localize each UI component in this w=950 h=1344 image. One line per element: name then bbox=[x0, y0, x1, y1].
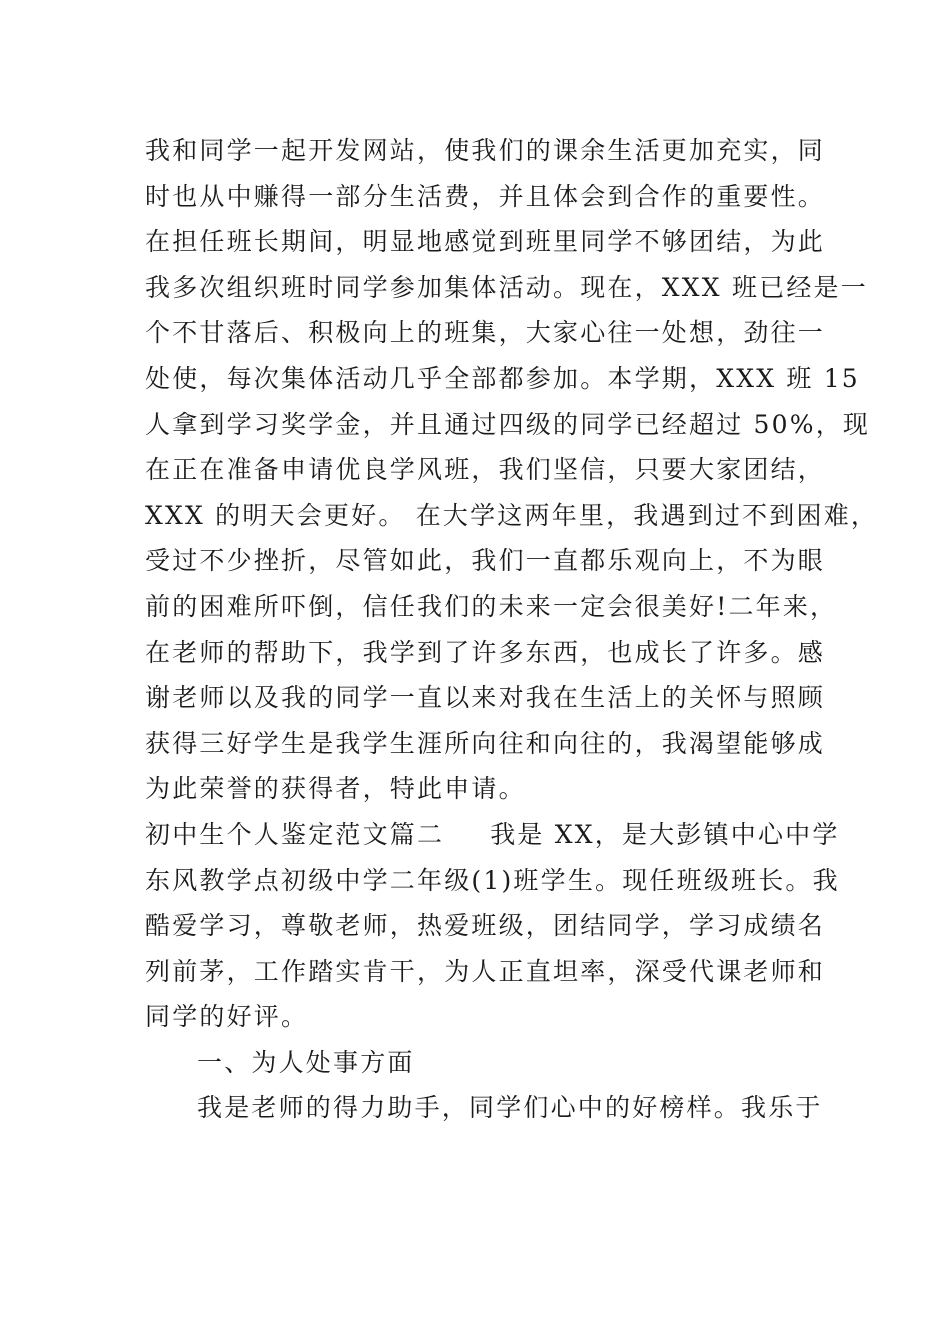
text-line: 谢老师以及我的同学一直以来对我在生活上的关怀与照顾 bbox=[145, 683, 826, 713]
paragraph-start-line: 我是老师的得力助手，同学们心中的好榜样。我乐于 bbox=[197, 1093, 823, 1123]
text-line: 同学的好评。 bbox=[145, 1002, 309, 1032]
text-line: 受过不少挫折，尽管如此，我们一直都乐观向上，不为眼 bbox=[145, 546, 826, 576]
text-line: 前的困难所吓倒，信任我们的未来一定会很美好!二年来， bbox=[145, 591, 838, 621]
text-line: 在正在准备申请优良学风班，我们坚信，只要大家团结， bbox=[145, 455, 826, 485]
text-line: 处使，每次集体活动几乎全部都参加。本学期，XXX 班 15 bbox=[145, 363, 860, 393]
text-line: 列前茅，工作踏实肯干，为人正直坦率，深受代课老师和 bbox=[145, 956, 826, 986]
section-first-text: 我是 XX，是大彭镇中心中学 bbox=[490, 819, 840, 849]
text-line: XXX 的明天会更好。 在大学这两年里，我遇到过不到困难， bbox=[145, 500, 879, 530]
text-line: 人拿到学习奖学金，并且通过四级的同学已经超过 50%，现 bbox=[145, 409, 871, 439]
text-line: 获得三好学生是我学生涯所向往和向往的，我渴望能够成 bbox=[145, 728, 826, 758]
text-line: 我多次组织班时同学参加集体活动。现在，XXX 班已经是一 bbox=[145, 272, 868, 302]
text-line: 我和同学一起开发网站，使我们的课余生活更加充实，同 bbox=[145, 136, 826, 165]
text-line: 时也从中赚得一部分生活费，并且体会到合作的重要性。 bbox=[145, 181, 826, 211]
subheading: 一、为人处事方面 bbox=[197, 1047, 415, 1077]
document-body bbox=[145, 128, 879, 1131]
text-line: 在担任班长期间，明显地感觉到班里同学不够团结，为此 bbox=[145, 227, 826, 257]
text-line: 个不甘落后、积极向上的班集，大家心往一处想，劲往一 bbox=[145, 318, 826, 348]
text-line: 东风教学点初级中学二年级(1)班学生。现任班级班长。我 bbox=[145, 865, 840, 895]
text-line: 酷爱学习，尊敬老师，热爱班级，团结同学，学习成绩名 bbox=[145, 911, 826, 941]
section-title: 初中生个人鉴定范文篇二 bbox=[145, 819, 445, 849]
text-line: 在老师的帮助下，我学到了许多东西，也成长了许多。感 bbox=[145, 637, 826, 667]
section-title-line bbox=[145, 812, 840, 858]
text-line: 为此荣誉的获得者，特此申请。 bbox=[145, 774, 526, 804]
